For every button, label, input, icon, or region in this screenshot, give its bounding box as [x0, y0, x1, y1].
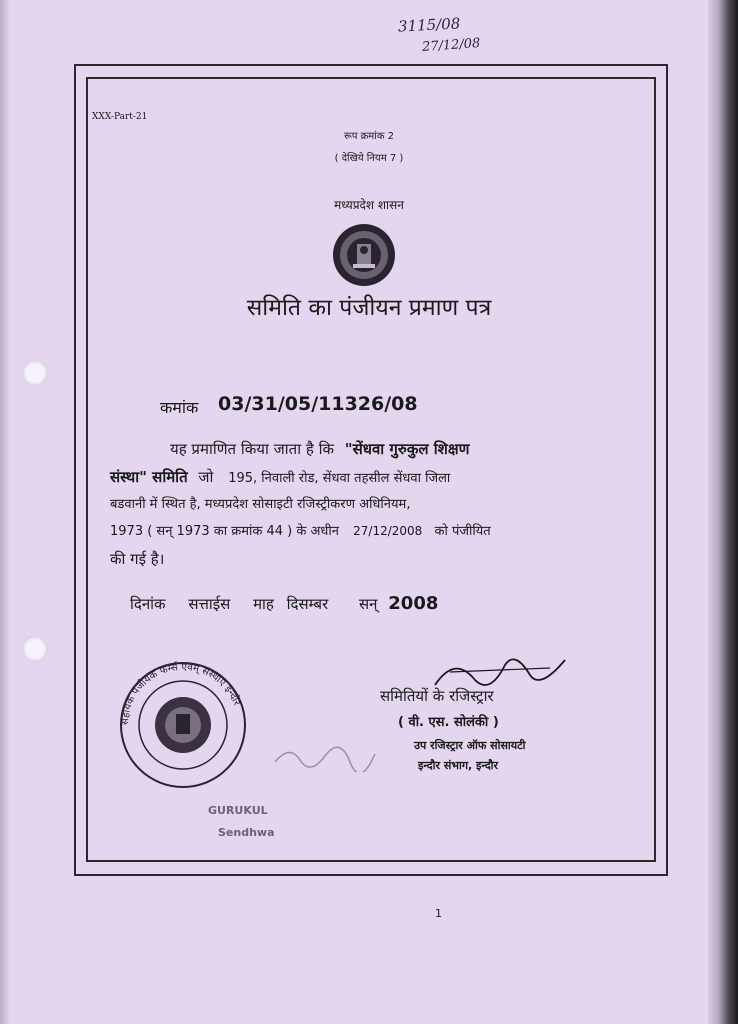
- body-line-4-end: को पंजीयित: [434, 524, 491, 539]
- faint-mark-1: GURUKUL: [208, 804, 268, 817]
- punch-hole-bottom: [22, 636, 48, 662]
- signatory-name: ( वी. एस. सोलंकी ): [398, 715, 499, 730]
- dated-line: [130, 593, 438, 614]
- body-line-4-text: 1973 ( सन् 1973 का क्रमांक 44 ) के अधीन: [110, 524, 340, 539]
- registration-date: 27/12/2008: [353, 524, 423, 538]
- page-number: 1: [435, 907, 442, 920]
- dated-year-label: सन्: [359, 595, 378, 613]
- society-name-part-2: संस्था" समिति: [110, 468, 188, 486]
- certificate-number-label: कमांक: [160, 398, 199, 417]
- faint-signature-icon: [270, 742, 380, 772]
- dated-label: दिनांक: [130, 595, 166, 613]
- dated-month-label: माह: [253, 595, 274, 613]
- body-line-2-conj: जो: [198, 468, 214, 486]
- signatory-role-1: उप रजिस्ट्रार ऑफ सोसायटी: [414, 739, 526, 752]
- dated-year: 2008: [388, 593, 439, 614]
- punch-hole-top: [22, 360, 48, 386]
- scan-right-edge: [708, 0, 738, 1024]
- certificate-title: समिति का पंजीयन प्रमाण पत्र: [246, 295, 492, 321]
- dated-day: सत्ताईस: [188, 595, 231, 613]
- body-line-3: बडवानी में स्थित है, मध्यप्रदेश सोसाइटी रजिस्ट्रीकरण अधिनियम,: [110, 497, 411, 512]
- form-code: XXX-Part-21: [92, 112, 148, 122]
- society-address: 195, निवाली रोड, सेंधवा तहसील सेंधवा जिला: [228, 471, 451, 486]
- society-name-part-1: "सेंधवा गुरुकुल शिक्षण: [344, 440, 470, 458]
- scan-left-edge: [0, 0, 10, 1024]
- faint-mark-2: Sendhwa: [218, 826, 275, 839]
- body-line-5: की गई है।: [110, 550, 165, 568]
- government-emblem-icon: [331, 222, 397, 288]
- body-line-1-text: यह प्रमाणित किया जाता है कि: [170, 440, 334, 458]
- stamp-ring-text: सहायक पंजीयक फर्म्स एवम् संस्थाएं इन्दौर: [119, 661, 243, 726]
- government-name: मध्यप्रदेश शासन: [334, 198, 404, 212]
- dated-month: दिसम्बर: [286, 595, 329, 613]
- handwritten-date: 27/12/08: [421, 35, 481, 56]
- body-line-2: [110, 466, 630, 490]
- signatory-role-2: इन्दौर संभाग, इन्दौर: [418, 759, 499, 772]
- registrar-round-stamp-icon: [98, 660, 268, 790]
- body-line-1: [170, 438, 640, 461]
- rule-reference: ( देखिये नियम 7 ): [334, 153, 404, 164]
- form-number: रूप क्रमांक 2: [343, 131, 395, 142]
- certificate-number: 03/31/05/11326/08: [218, 393, 418, 415]
- signatory-title: समितियों के रजिस्ट्रार: [380, 687, 494, 705]
- handwritten-ref-number: 3115/08: [397, 14, 461, 36]
- body-line-4: [110, 520, 630, 543]
